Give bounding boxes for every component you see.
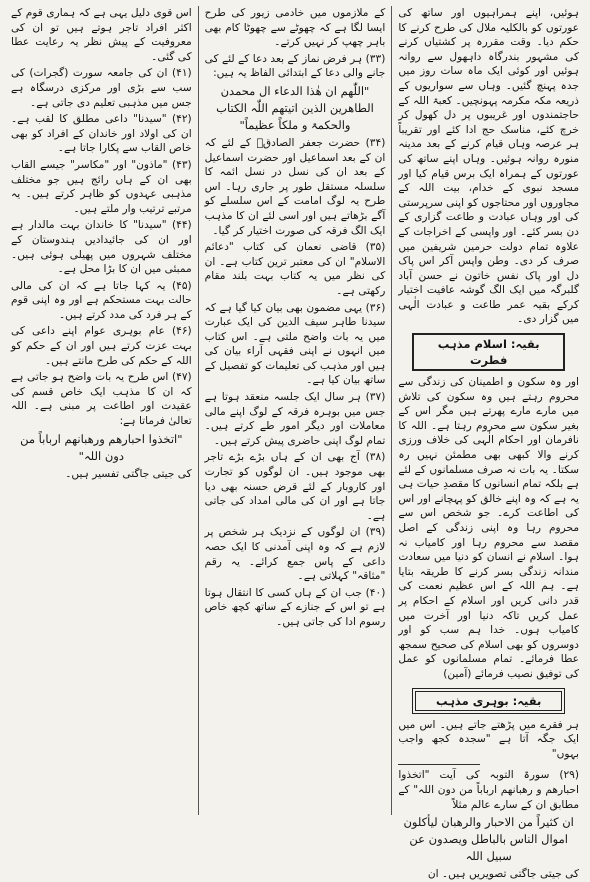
footnote: (۴۶) عام بوہری عوام اپنے داعی کی بہت عزت کرتے ہیں اور ان کے حکم کو اللہ کے حکم کی طرح مانتے ہیں۔: [10, 325, 192, 367]
footnote: (۴۴) "سیدنا" کا خاندان بہت مالدار ہے اور ان کی جائیدادیں ہندوستان کے مختلف شہروں میں پھیلی ہوئی ہیں۔ ممبئی میں ان کا بڑا محل ہے۔: [10, 219, 192, 276]
paragraph: اور وہ سکون و اطمینان کی زندگی سے محروم رہتے ہیں وہ سکون کی تلاش میں مارے مارے پھرتے ہیں مگر اس کے بغیر سکون سے محروم رہتا ہے۔ اللہ کا نافرمان اور احکام الٰہی کی خلاف ورزی کرنے والا کبھی بھی مطمئن نہیں رہ سکتا۔ یہ بات نہ صرف مسلمانوں کے لئے ہے بلکہ تمام انسانوں کا مقصدِ حیات ہی یہ ہے کہ وہ اپنے خالق کو پہچانے اور اس کی اطاعت کرے۔ جو شخص اس سے محروم رہا وہ اپنی زندگی کے اصل مقصد سے محروم رہا اور کامیاب نہ ہوا۔ اسلام نے انسان کو دنیا میں سعادت مندانہ زندگی بسر کرنے کا طریقہ بتایا ہے۔ ہم اللہ کے اس عظیم نعمت کی قدر دانی کریں اور اسلام کے احکام پر عمل کریں تاکہ دنیا اور آخرت میں کامیاب ہوں۔ خدا ہم سب کو اور دوسروں کو بھی اسلام کی صحیح سمجھ عطا فرمائے۔ تمام مسلمانوں کو عمل کی توفیق نصیب فرمائے (آمین): [398, 376, 579, 680]
arabic-quotation: ان کثیراً من الاحبار والرھبان لیأکلون اموال الناس بالباطل ویصدون عن سبیل اللہ: [403, 815, 574, 864]
paragraph: کی جیتی جاگتی تفسیر ہیں۔: [65, 467, 192, 480]
footnote: (۳۳) ہر فرض نماز کے بعد دعا کے لئے کی جانے والی دعا کے ابتدائی الفاظ یہ ہیں:: [204, 52, 386, 80]
footnote: (۴۷) اس طرح یہ بات واضح ہو جاتی ہے کہ ان کا مذہب ایک خاص قسم کی عقیدت اور اطاعت پر مبنی ہے۔ اللہ تعالیٰ فرماتا ہے:: [10, 371, 192, 428]
arabic-quotation: "اتخذوا احبارھم ورھبانھم ارباباً من دون اللہ": [20, 431, 183, 463]
paragraph: کی جیتی جاگتی تصویریں ہیں۔ ان: [427, 868, 579, 881]
column-middle: [199, 6, 393, 815]
section-heading-islam-religion-of-nature: بقیہ: اسلام مذہب فطرت: [412, 333, 565, 371]
footnote: (۴۲) "سیدنا" داعی مطلق کا لقب ہے۔ ان کی اولاد اور خاندان کے افراد کو بھی خاص القاب سے پکارا جاتا ہے۔: [10, 113, 192, 155]
column-right: [392, 6, 585, 881]
footnote: (۴۱) ان کی جامعہ سورت (گجرات) کی سب سے بڑی اور مرکزی درسگاہ ہے جس میں مذہبی تعلیم دی جاتی ہے۔: [10, 67, 192, 109]
paragraph: ہر فقرے میں پڑھتے جاتے ہیں۔ اس میں ایک جگہ آتا ہے "سجدہ کجھ واجب بہوں": [398, 718, 579, 760]
footnote: (۳۵) قاضی نعمان کی کتاب "دعائم الاسلام" ان کی معتبر ترین کتاب ہے۔ ان کی نظر میں یہ کتاب بہت بلند مقام رکھتی ہے۔: [204, 241, 386, 297]
paragraph: ہوئیں، اپنے ہمراہیوں اور ساتھ کی عورتوں کو بالکلیہ ملال کی طرح کرنے کا حکم دیا۔ وقت مقررہ پر کشتیاں کرنے کی مشہور بندرگاہ داہھول سے روانہ ہوئیں اور کوئی ایک ماہ سات روز میں جدہ پہنچ گئیں۔ وہاں سے سواریوں کے ذریعہ مکہ مکرمہ پہونچیں۔ کعبۃ اللہ کے حاجتمندوں اور غریبوں پر دل کھول کر خرچ کئے، مناسک حج ادا کئے اور تقریباً ہر عرصہ وہاں قیام کرنے کے بعد مدینہ منورہ روانہ ہوئیں۔ وہاں اپنے ساتھ کی عورتوں کے ہمراہ ایک برس قیام کیا اور مسجد نبوی کے خدام، بیت اللہ کے مجاوروں اور محتاجوں کو اپنی سرپرستی کی اور وہاں عبادت و طاعت گزاری کے دن بسر کئے۔ اور واپسی کے اخراجات کے علاوہ تمام دولت حرمین شریفین میں صرف کر دی۔ وطن واپس آکر اس پاک دل اور پاک نفس خاتون نے حسن آباد گلبرگہ میں ایک الگ گوشہ عافیت اختیار کرکے بقیہ عمر طاعت و عبادت الٰہی میں گزار دی۔: [398, 7, 579, 326]
paragraph: اس قوی دلیل یہی ہے کہ ہماری قوم کے اکثر افراد تاجر ہوتے ہیں تو ان کی معروفیت کے پیش نظر یہ رعایت عطا کی گئی۔: [10, 7, 192, 63]
footnote: (۴۵) یہ کہا جاتا ہے کہ ان کی مالی حالت بہت مستحکم ہے اور وہ اپنی قوم کے ہر فرد کی مدد کرتے ہیں۔: [10, 279, 192, 321]
footnote: (۳۷) ہر سال ایک جلسہ منعقد ہوتا ہے جس میں بوہرہ فرقہ کے لوگ اپنے مالی معاملات اور دیگر امور طے کرتے ہیں۔ تمام لوگ اپنی حاضری پیش کرتے ہیں۔: [204, 391, 386, 447]
paragraph: کے ملازموں میں خادمی زیور کی طرح ایسا لگا ہے کہ چھوٹے سے چھوٹا کام بھی باہر چھپ کر نہیں کرتے۔: [204, 7, 386, 49]
footnote: (۴۰) جب ان کے ہاں کسی کا انتقال ہوتا ہے تو اس کے جنازے کے ساتھ کچھ خاص رسوم ادا کی جاتی ہیں۔: [204, 586, 386, 628]
footnote: (۳۶) یہی مضمون بھی بیان کیا گیا ہے کہ سیدنا طاہر سیف الدین کی ایک عبارت میں یہ بات واضح ملتی ہے۔ اس کتاب میں انہوں نے اپنی فقہی آراء بیان کی ہیں اور مذہب کی تعلیمات کو تفصیل کے ساتھ بیان کیا ہے۔: [204, 301, 386, 387]
arabic-quotation: "اللّٰھم ان ھٰذا الدعاء ال محمدن الطاھرین الذین اتیتھم اللّٰہ الکتاب والحکمۃ و ملکاً عظیماً": [216, 83, 374, 132]
footnote: (۳۴) حضرت جعفر الصادقؓ کے لئے کہ ان کے بعد اسماعیل اور حضرت اسماعیل کے بعد ان کی نسل در نسل ائمہ کا سلسلہ مستقل طور پر جاری رہا۔ اس طرح یہ لوگ امامت کے اس سلسلے کو آگے بڑھاتے ہیں اور اسی لئے ان کا مذہب ایک الگ فرقہ کی صورت اختیار کر گیا۔: [204, 136, 386, 237]
footnote: (۳۹) ان لوگوں کے نزدیک ہر شخص پر لازم ہے کہ وہ اپنی آمدنی کا ایک حصہ داعی کے پاس جمع کرائے۔ یہ رقم "مثاقہ" کہلاتی ہے۔: [204, 526, 386, 583]
divider: [398, 764, 479, 765]
section-heading-bohra-religion: بقیہ: بوہری مذہب: [412, 688, 565, 714]
footnote: (۳۸) آج بھی ان کے ہاں بڑے بڑے تاجر بھی موجود ہیں۔ ان لوگوں کو تجارت اور کاروبار کے لئے قرض حسنہ بھی دیا جاتا ہے اور ان کی مالی امداد کی جاتی ہے۔: [204, 451, 386, 522]
column-left: [5, 6, 199, 815]
three-column-layout: [5, 6, 585, 881]
paragraph: (۲۹) سورۃ التوبہ کی آیت "اتخذوا احبارھم و رھبانھم ارباباً من دون اللہ" کے مطابق ان کے سارے عالم مثلاً: [398, 769, 579, 811]
footnote: (۴۳) "ماذون" اور "مکاسر" جیسے القاب بھی ان کے ہاں رائج ہیں جو مختلف مذہبی عہدوں کو ظاہر کرتے ہیں۔ یہ مرتبے ترتیب وار ملتے ہیں۔: [10, 158, 192, 215]
